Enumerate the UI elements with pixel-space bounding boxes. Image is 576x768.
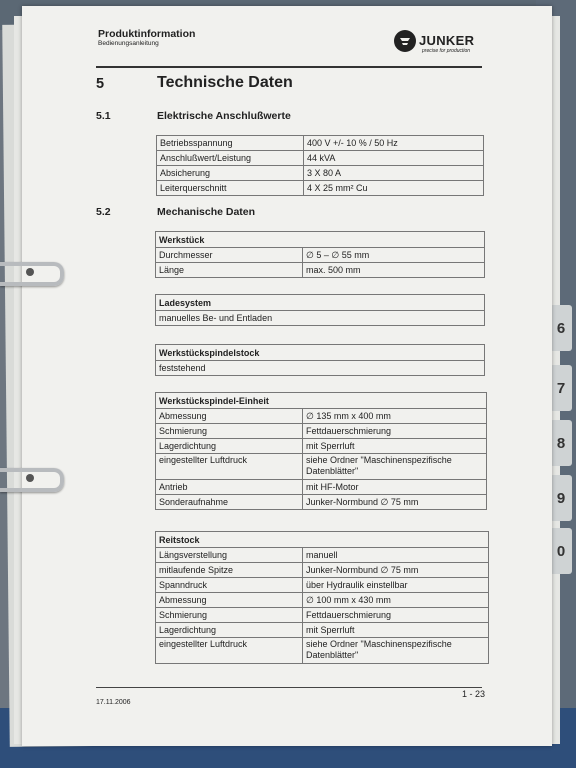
table-cell-value: ∅ 5 – ∅ 55 mm: [303, 248, 485, 263]
footer-date: 17.11.2006: [96, 699, 131, 706]
table-row: [157, 136, 484, 151]
tab-label: 8: [556, 434, 566, 452]
page-number: 1 - 23: [462, 689, 486, 699]
header-subtitle: Bedienungsanleitung: [98, 40, 159, 47]
table-cell-value: 44 kVA: [304, 151, 484, 166]
spindel-einheit-table: [155, 392, 487, 510]
table-cell-label: mitlaufende Spitze: [156, 563, 303, 578]
table-cell-label: Betriebsspannung: [157, 136, 304, 151]
table-cell-value: über Hydraulik einstellbar: [303, 578, 489, 593]
table-row: [156, 263, 485, 278]
electrical-table: [156, 135, 484, 196]
table-cell-value: Junker-Normbund ∅ 75 mm: [303, 563, 489, 578]
table-row: [156, 361, 485, 376]
table-cell-value: 3 X 80 A: [304, 166, 484, 181]
reitstock-table: [155, 531, 489, 664]
table-cell-value: ∅ 100 mm x 430 mm: [303, 593, 489, 608]
table-cell-value: ∅ 135 mm x 400 mm: [303, 409, 487, 424]
table-cell-label: Länge: [156, 263, 303, 278]
table-cell-label: Absicherung: [157, 166, 304, 181]
header-divider: [96, 66, 482, 68]
document-page: [22, 6, 552, 746]
table-cell-value: 400 V +/- 10 % / 50 Hz: [304, 136, 484, 151]
table-cell-value: mit HF-Motor: [303, 480, 487, 495]
table-cell-value: Junker-Normbund ∅ 75 mm: [303, 495, 487, 510]
table-cell-label: Spanndruck: [156, 578, 303, 593]
section-title: Technische Daten: [157, 74, 293, 91]
table-row: [156, 409, 487, 424]
register-tab[interactable]: [550, 528, 572, 574]
table-row: [156, 232, 485, 248]
subsection-number: 5.2: [96, 206, 111, 218]
table-cell-label: Lagerdichtung: [156, 623, 303, 638]
subsection-title: Elektrische Anschlußwerte: [157, 110, 291, 122]
table-cell-value: mit Sperrluft: [303, 623, 489, 638]
table-cell-label: eingestellter Luftdruck: [156, 454, 303, 480]
table-cell-label: Abmessung: [156, 593, 303, 608]
table-cell-value: siehe Ordner "Maschinenspezifische Datenblätter": [303, 638, 489, 664]
table-cell-label: Längsverstellung: [156, 548, 303, 563]
table-row: [156, 393, 487, 409]
section-number: 5: [96, 76, 105, 92]
table-row: [156, 248, 485, 263]
table-cell-value: 4 X 25 mm² Cu: [304, 181, 484, 196]
table-cell-label: Anschlußwert/Leistung: [157, 151, 304, 166]
tab-label: 7: [556, 379, 566, 397]
table-row: [156, 311, 485, 326]
table-cell-label: Schmierung: [156, 424, 303, 439]
table-heading: Werkstück: [156, 232, 485, 248]
table-row: [156, 495, 487, 510]
table-cell-label: eingestellter Luftdruck: [156, 638, 303, 664]
table-cell-value: mit Sperrluft: [303, 439, 487, 454]
table-heading: Werkstückspindel-Einheit: [156, 393, 487, 409]
table-cell-value: max. 500 mm: [303, 263, 485, 278]
table-cell-value: Fettdauerschmierung: [303, 424, 487, 439]
werkstueck-table: [155, 231, 485, 278]
logo-text: JUNKER: [419, 33, 475, 48]
logo-emblem-icon: [394, 30, 416, 52]
table-cell-label: Durchmesser: [156, 248, 303, 263]
table-row: [156, 563, 489, 578]
table-cell-value: siehe Ordner "Maschinenspezifische Datenblätter": [303, 454, 487, 480]
table-row: [156, 424, 487, 439]
table-cell-value: manuelles Be- und Entladen: [156, 311, 485, 326]
tab-label: 6: [556, 319, 566, 337]
table-row: [156, 480, 487, 495]
table-row: [156, 345, 485, 361]
table-heading: Reitstock: [156, 532, 489, 548]
footer-divider: [96, 687, 482, 688]
table-row: [157, 151, 484, 166]
junker-logo: [394, 30, 484, 60]
table-cell-label: Lagerdichtung: [156, 439, 303, 454]
table-row: [156, 623, 489, 638]
spindelstock-table: [155, 344, 485, 376]
table-row: [156, 578, 489, 593]
binder-ring: [0, 468, 64, 492]
table-row: [156, 638, 489, 664]
table-row: [157, 181, 484, 196]
tab-label: 0: [556, 542, 566, 560]
subsection-title: Mechanische Daten: [157, 206, 256, 218]
table-cell-label: Antrieb: [156, 480, 303, 495]
table-row: [157, 166, 484, 181]
table-row: [156, 593, 489, 608]
header-title: Produktinformation: [98, 28, 196, 40]
tab-label: 9: [556, 489, 566, 507]
table-row: [156, 439, 487, 454]
table-cell-label: Sonderaufnahme: [156, 495, 303, 510]
table-heading: Ladesystem: [156, 295, 485, 311]
table-row: [156, 608, 489, 623]
table-row: [156, 548, 489, 563]
table-row: [156, 295, 485, 311]
ladesystem-table: [155, 294, 485, 326]
table-cell-value: Fettdauerschmierung: [303, 608, 489, 623]
table-row: [156, 532, 489, 548]
register-tab[interactable]: [550, 420, 572, 466]
table-cell-label: Schmierung: [156, 608, 303, 623]
register-tab[interactable]: [550, 305, 572, 351]
table-row: [156, 454, 487, 480]
subsection-number: 5.1: [96, 110, 111, 122]
register-tab[interactable]: [550, 365, 572, 411]
register-tab[interactable]: [550, 475, 572, 521]
table-cell-value: manuell: [303, 548, 489, 563]
table-cell-value: feststehend: [156, 361, 485, 376]
logo-tagline: precise for production: [422, 48, 471, 54]
binder-ring: [0, 262, 64, 286]
table-cell-label: Leiterquerschnitt: [157, 181, 304, 196]
table-cell-label: Abmessung: [156, 409, 303, 424]
table-heading: Werkstückspindelstock: [156, 345, 485, 361]
